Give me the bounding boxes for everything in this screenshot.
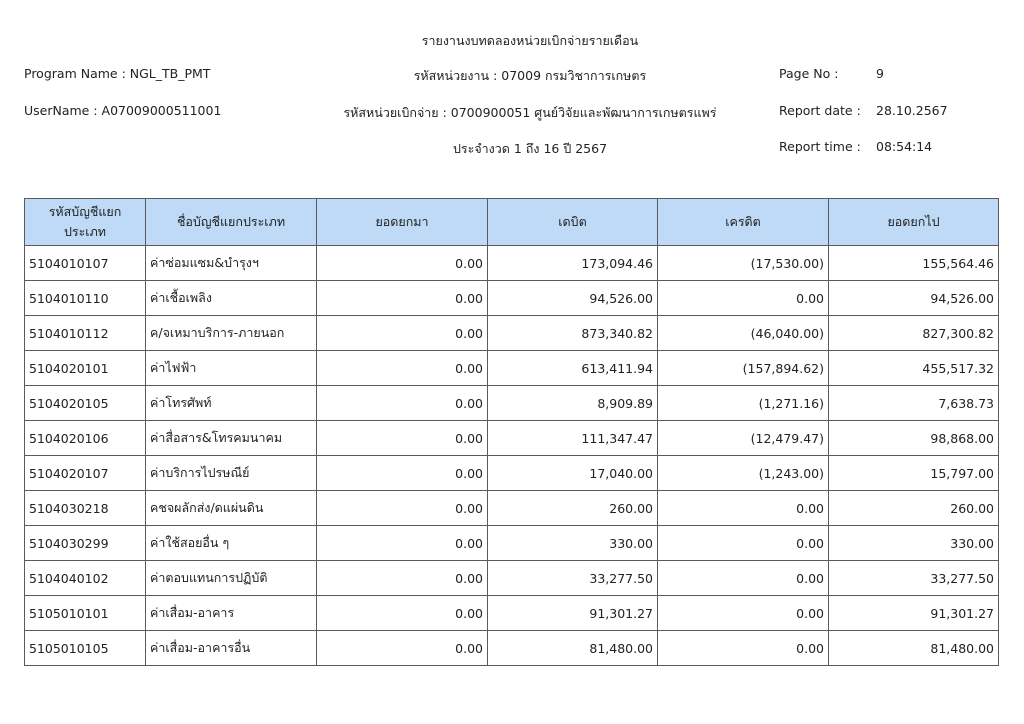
- cell-closing-balance: 455,517.32: [829, 351, 999, 386]
- cell-credit: (1,243.00): [658, 456, 829, 491]
- cell-opening-balance: 0.00: [317, 491, 488, 526]
- cell-account-name: ค่าตอบแทนการปฏิบัติ: [146, 561, 317, 596]
- cell-closing-balance: 98,868.00: [829, 421, 999, 456]
- user-name: UserName : A07009000511001: [24, 103, 222, 118]
- cell-account-code: 5104020105: [25, 386, 146, 421]
- program-name: Program Name : NGL_TB_PMT: [24, 66, 211, 81]
- cell-account-code: 5104020106: [25, 421, 146, 456]
- cell-account-code: 5104010107: [25, 246, 146, 281]
- cell-debit: 330.00: [488, 526, 658, 561]
- cell-opening-balance: 0.00: [317, 246, 488, 281]
- cell-account-code: 5104040102: [25, 561, 146, 596]
- table-row: [25, 386, 999, 421]
- cell-debit: 94,526.00: [488, 281, 658, 316]
- cell-debit: 81,480.00: [488, 631, 658, 666]
- report-date-label: Report date :: [779, 103, 861, 118]
- table-row: [25, 561, 999, 596]
- table-row: [25, 281, 999, 316]
- cell-opening-balance: 0.00: [317, 456, 488, 491]
- cell-credit: 0.00: [658, 596, 829, 631]
- cell-account-name: ค/จเหมาบริการ-ภายนอก: [146, 316, 317, 351]
- cell-account-name: คชจผลักส่ง/ดแผ่นดิน: [146, 491, 317, 526]
- cell-account-code: 5105010101: [25, 596, 146, 631]
- cell-account-name: ค่าบริการไปรษณีย์: [146, 456, 317, 491]
- cell-opening-balance: 0.00: [317, 386, 488, 421]
- table-row: [25, 421, 999, 456]
- cell-opening-balance: 0.00: [317, 561, 488, 596]
- trial-balance-table: [24, 198, 999, 666]
- cell-debit: 260.00: [488, 491, 658, 526]
- cell-credit: (12,479.47): [658, 421, 829, 456]
- cell-closing-balance: 827,300.82: [829, 316, 999, 351]
- column-header-closing-balance: ยอดยกไป: [829, 199, 999, 246]
- cell-credit: 0.00: [658, 561, 829, 596]
- cell-account-name: ค่าเสื่อม-อาคารอื่น: [146, 631, 317, 666]
- cell-closing-balance: 94,526.00: [829, 281, 999, 316]
- table-row: [25, 596, 999, 631]
- cell-debit: 111,347.47: [488, 421, 658, 456]
- cell-account-name: ค่าไฟฟ้า: [146, 351, 317, 386]
- cell-closing-balance: 260.00: [829, 491, 999, 526]
- table-header-row: [25, 199, 999, 246]
- cell-debit: 873,340.82: [488, 316, 658, 351]
- table-row: [25, 456, 999, 491]
- cell-credit: (157,894.62): [658, 351, 829, 386]
- cell-account-name: ค่าสื่อสาร&โทรคมนาคม: [146, 421, 317, 456]
- column-header-credit: เครดิต: [658, 199, 829, 246]
- cell-credit: (17,530.00): [658, 246, 829, 281]
- column-header-account-code: รหัสบัญชีแยกประเภท: [25, 199, 146, 246]
- cell-opening-balance: 0.00: [317, 316, 488, 351]
- table-row: [25, 316, 999, 351]
- column-header-debit: เดบิต: [488, 199, 658, 246]
- cell-opening-balance: 0.00: [317, 526, 488, 561]
- table-row: [25, 526, 999, 561]
- cell-account-code: 5104010112: [25, 316, 146, 351]
- cell-account-code: 5104030299: [25, 526, 146, 561]
- cell-debit: 17,040.00: [488, 456, 658, 491]
- cell-closing-balance: 15,797.00: [829, 456, 999, 491]
- cell-debit: 613,411.94: [488, 351, 658, 386]
- column-header-account-name: ชื่อบัญชีแยกประเภท: [146, 199, 317, 246]
- cell-account-name: ค่าเสื่อม-อาคาร: [146, 596, 317, 631]
- cell-credit: 0.00: [658, 281, 829, 316]
- column-header-opening-balance: ยอดยกมา: [317, 199, 488, 246]
- page-number-value: 9: [876, 66, 884, 81]
- cell-credit: (46,040.00): [658, 316, 829, 351]
- cell-debit: 8,909.89: [488, 386, 658, 421]
- cell-debit: 91,301.27: [488, 596, 658, 631]
- cell-debit: 33,277.50: [488, 561, 658, 596]
- report-time-value: 08:54:14: [876, 139, 933, 154]
- cell-credit: 0.00: [658, 631, 829, 666]
- table-row: [25, 491, 999, 526]
- cell-closing-balance: 330.00: [829, 526, 999, 561]
- report-period: ประจำงวด 1 ถึง 16 ปี 2567: [452, 141, 608, 156]
- page-number-label: Page No :: [779, 66, 839, 81]
- cell-closing-balance: 7,638.73: [829, 386, 999, 421]
- cell-credit: 0.00: [658, 491, 829, 526]
- cell-account-name: ค่าเชื้อเพลิง: [146, 281, 317, 316]
- cell-closing-balance: 33,277.50: [829, 561, 999, 596]
- table-row: [25, 351, 999, 386]
- report-date-value: 28.10.2567: [876, 103, 948, 118]
- cell-opening-balance: 0.00: [317, 631, 488, 666]
- cell-account-code: 5105010105: [25, 631, 146, 666]
- cell-opening-balance: 0.00: [317, 281, 488, 316]
- cell-account-name: ค่าโทรศัพท์: [146, 386, 317, 421]
- disbursement-unit: รหัสหน่วยเบิกจ่าย : 0700900051 ศูนย์วิจัยและพัฒนาการเกษตรแพร่: [343, 105, 717, 120]
- report-time-label: Report time :: [779, 139, 861, 154]
- cell-account-code: 5104030218: [25, 491, 146, 526]
- table-row: [25, 246, 999, 281]
- cell-credit: (1,271.16): [658, 386, 829, 421]
- cell-opening-balance: 0.00: [317, 421, 488, 456]
- agency-code: รหัสหน่วยงาน : 07009 กรมวิชาการเกษตร: [413, 68, 647, 83]
- cell-opening-balance: 0.00: [317, 351, 488, 386]
- cell-debit: 173,094.46: [488, 246, 658, 281]
- cell-closing-balance: 155,564.46: [829, 246, 999, 281]
- cell-account-code: 5104020101: [25, 351, 146, 386]
- cell-credit: 0.00: [658, 526, 829, 561]
- report-title: รายงานงบทดลองหน่วยเบิกจ่ายรายเดือน: [421, 33, 639, 48]
- cell-closing-balance: 81,480.00: [829, 631, 999, 666]
- cell-account-name: ค่าใช้สอยอื่น ๆ: [146, 526, 317, 561]
- cell-account-name: ค่าซ่อมแซม&บำรุงฯ: [146, 246, 317, 281]
- cell-closing-balance: 91,301.27: [829, 596, 999, 631]
- table-row: [25, 631, 999, 666]
- cell-account-code: 5104010110: [25, 281, 146, 316]
- cell-account-code: 5104020107: [25, 456, 146, 491]
- cell-opening-balance: 0.00: [317, 596, 488, 631]
